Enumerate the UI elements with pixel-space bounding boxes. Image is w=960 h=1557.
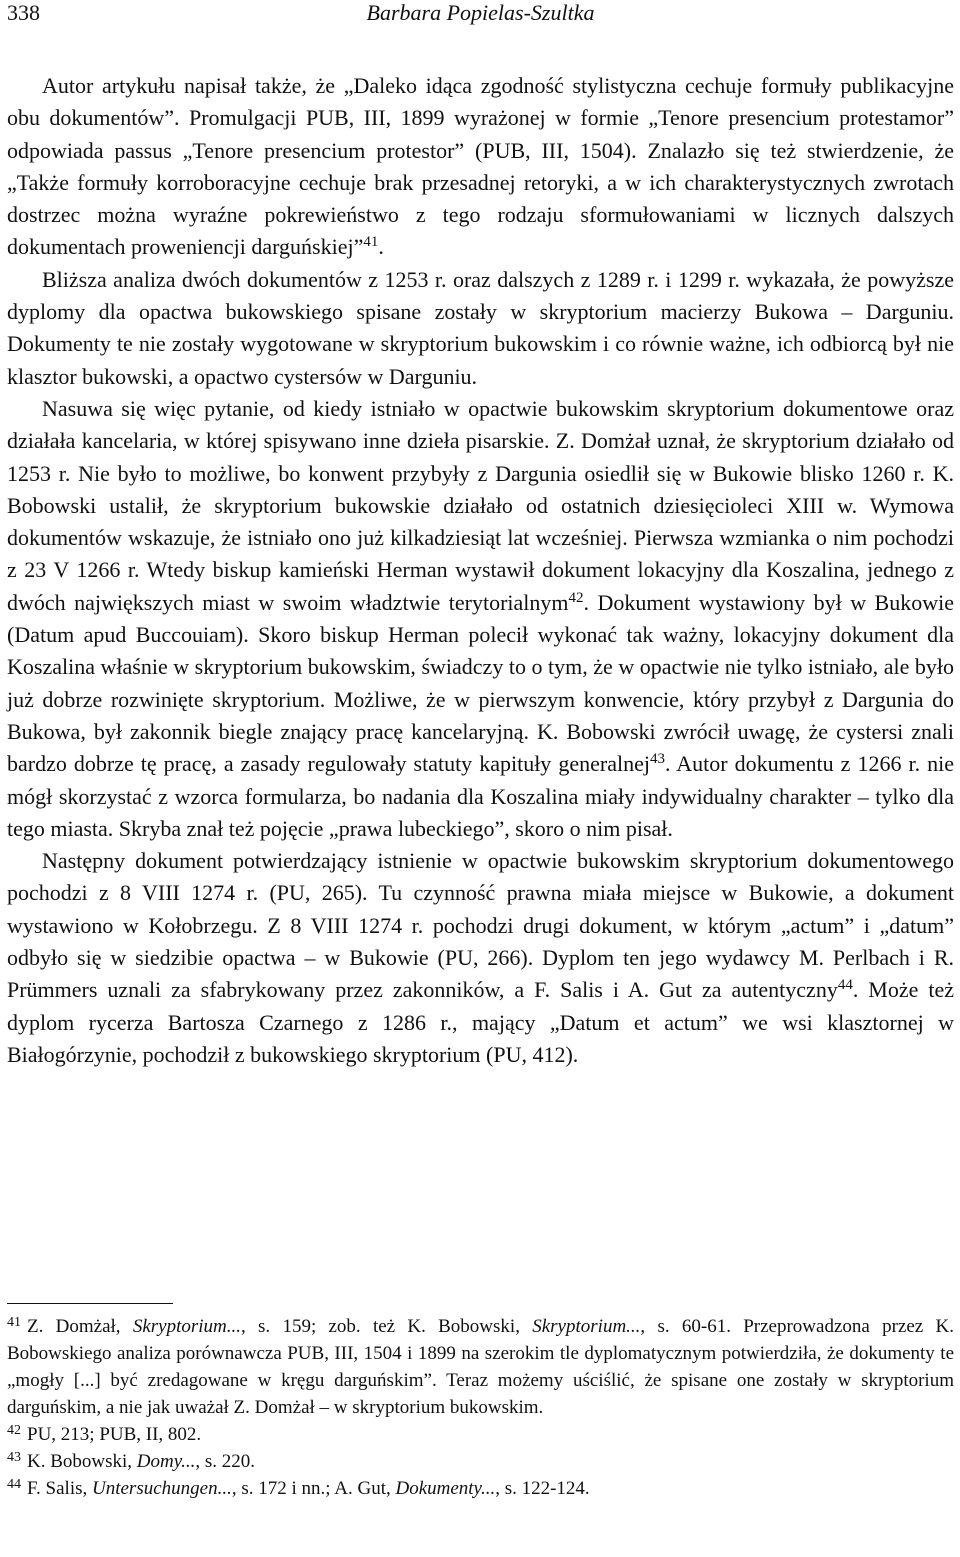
text-run: . Dokument wystawiony był w Bukowie (Datum apud Buccouiam). Skoro biskup Herman polecił wykonać tak ważny, lokacyjny dokument dla Koszalina właśnie w skryptorium bukowskim, świadczy to o tym, że w opactwie nie tylko istniało, ale było już dobrze rozwinięte skryptorium. Możliwe, że w pierwszym konwencie, który przybył z Dargunia do Bukowa, był zakonnik biegle znający pracę kancelaryjną. K. Bobowski zwrócił uwagę, że cystersi znali bardzo dobrze tę pracę, a zasady regulowały statuty kapituły generalnej <box>7 589 954 777</box>
footnote-ref: 43 <box>649 751 665 768</box>
page-header <box>7 0 954 26</box>
paragraph <box>7 264 954 393</box>
footnote-ref: 42 <box>568 589 584 606</box>
footnote-title: Untersuchungen... <box>92 1478 232 1499</box>
body-text <box>7 70 954 1071</box>
text-run: Autor artykułu napisał także, że „Daleko idąca zgodność stylistyczna cechuje formuły publikacyjne obu dokumentów”. Promulgacji PUB, III, 1899 wyrażonej w formie „Tenore presencium protestamor” odpowiada passus „Tenore presencium protestor” (PUB, III, 1504). Znalazło się też stwierdzenie, że „Także formuły korroboracyjne cechuje brak przesadnej retoryki, a w ich charakterystycznych zwrotach dostrzec można wyraźne pokrewieństwo z tego rodzaju sformułowaniami w licznych dalszych dokumentach proweniencji darguńskiej” <box>7 73 954 260</box>
text-run: Nasuwa się więc pytanie, od kiedy istniało w opactwie bukowskim skryptorium dokumentowe oraz działała kancelaria, w której spisywano inne dzieła pisarskie. Z. Domżał uznał, że skryptorium działało od 1253 r. Nie było to możliwe, bo konwent przybyły z Dargunia osiedlił się w Bukowie blisko 1260 r. K. Bobowski ustalił, że skryptorium bukowskie działało od ostatnich dziesięcioleci XIII w. Wymowa dokumentów wskazuje, że istniało ono już kilkadziesiąt lat wcześniej. Pierwsza wzmianka o nim pochodzi z 23 V 1266 r. Wtedy biskup kamieński Herman wystawił dokument lokacyjny dla Koszalina, jednego z dwóch największych miast w swoim władztwie terytorialnym <box>7 395 954 615</box>
footnote-title: Skryptorium... <box>132 1316 241 1337</box>
footnote <box>7 1421 954 1448</box>
footnote-number: 44 <box>7 1477 21 1492</box>
footnote-text: PU, 213; PUB, II, 802. <box>27 1424 202 1445</box>
footnote-title: Dokumenty... <box>395 1478 496 1499</box>
running-head: Barbara Popielas-Szultka <box>366 0 595 25</box>
footnote-number: 41 <box>7 1315 21 1330</box>
footnotes <box>7 1313 954 1502</box>
footnote <box>7 1448 954 1475</box>
footnote-text: , s. 60-61. Przeprowadzona przez K. Bobowskiego analiza porównawcza PUB, III, 1504 i 1899 na szerokim tle dyplomatycznym potwierdziła, że dokumenty te „mogły [...] być zredagowane w kręgu darguńskim”. Teraz możemy uściślić, że spisane one zostały w skryptorium darguńskim, a nie jak uważał Z. Domżał – w skryptorium bukowskim. <box>7 1316 954 1418</box>
paragraph <box>7 393 954 845</box>
text-run: Następny dokument potwierdzający istnienie w opactwie bukowskim skryptorium dokumentowego pochodzi z 8 VIII 1274 r. (PU, 265). Tu czynność prawna miała miejsce w Bukowie, a dokument wystawiono w Kołobrzegu. Z 8 VIII 1274 r. pochodzi drugi dokument, w którym „actum” i „datum” odbyło się w siedzibie opactwa – w Bukowie (PU, 266). Dyplom ten jego wydawcy M. Perlbach i R. Prümmers uznali za sfabrykowany przez zakonników, a F. Salis i A. Gut za autentyczny <box>7 848 954 1003</box>
footnote-text: , s. 122-124. <box>495 1478 590 1499</box>
footnote <box>7 1475 954 1502</box>
paragraph <box>7 845 954 1071</box>
text-run: . Autor dokumentu z 1266 r. nie mógł skorzystać z wzorca formularza, bo nadania dla Koszalina miały indywidualny charakter – tylko dla tego miasta. Skryba znał też pojęcie „prawa lubeckiego”, skoro o nim pisał. <box>7 751 954 841</box>
footnote-ref: 41 <box>363 234 379 251</box>
page-number: 338 <box>7 0 40 25</box>
footnote-text: Z. Domżał, <box>27 1316 133 1337</box>
footnote-ref: 44 <box>837 977 853 994</box>
footnote-text: , s. 159; zob. też K. Bobowski, <box>241 1316 533 1337</box>
footnote-text: K. Bobowski, <box>27 1451 137 1472</box>
text-run: . <box>378 234 384 260</box>
footnote-text: F. Salis, <box>27 1478 92 1499</box>
footnote-title: Skryptorium... <box>532 1316 641 1337</box>
text-run: . Może też dyplom rycerza Bartosza Czarnego z 1286 r., mający „Datum et actum” we wsi klasztornej w Białogórzynie, pochodził z bukowskiego skryptorium (PU, 412). <box>7 977 955 1067</box>
text-run: Bliższa analiza dwóch dokumentów z 1253 r. oraz dalszych z 1289 r. i 1299 r. wykazała, że powyższe dyplomy dla opactwa bukowskiego spisane zostały w skryptorium macierzy Bukowa – Darguniu. Dokumenty te nie zostały wygotowane w skryptorium bukowskim i co równie ważne, ich odbiorcą był nie klasztor bukowski, a opactwo cystersów w Darguniu. <box>7 266 954 389</box>
footnote-text: , s. 172 i nn.; A. Gut, <box>231 1478 396 1499</box>
footnote-number: 42 <box>7 1423 21 1438</box>
footnote-text: , s. 220. <box>195 1451 256 1472</box>
footnote-number: 43 <box>7 1450 21 1465</box>
footnote-title: Domy... <box>136 1451 196 1472</box>
footnote <box>7 1313 954 1421</box>
paragraph <box>7 70 954 264</box>
footnote-separator <box>7 1303 173 1304</box>
